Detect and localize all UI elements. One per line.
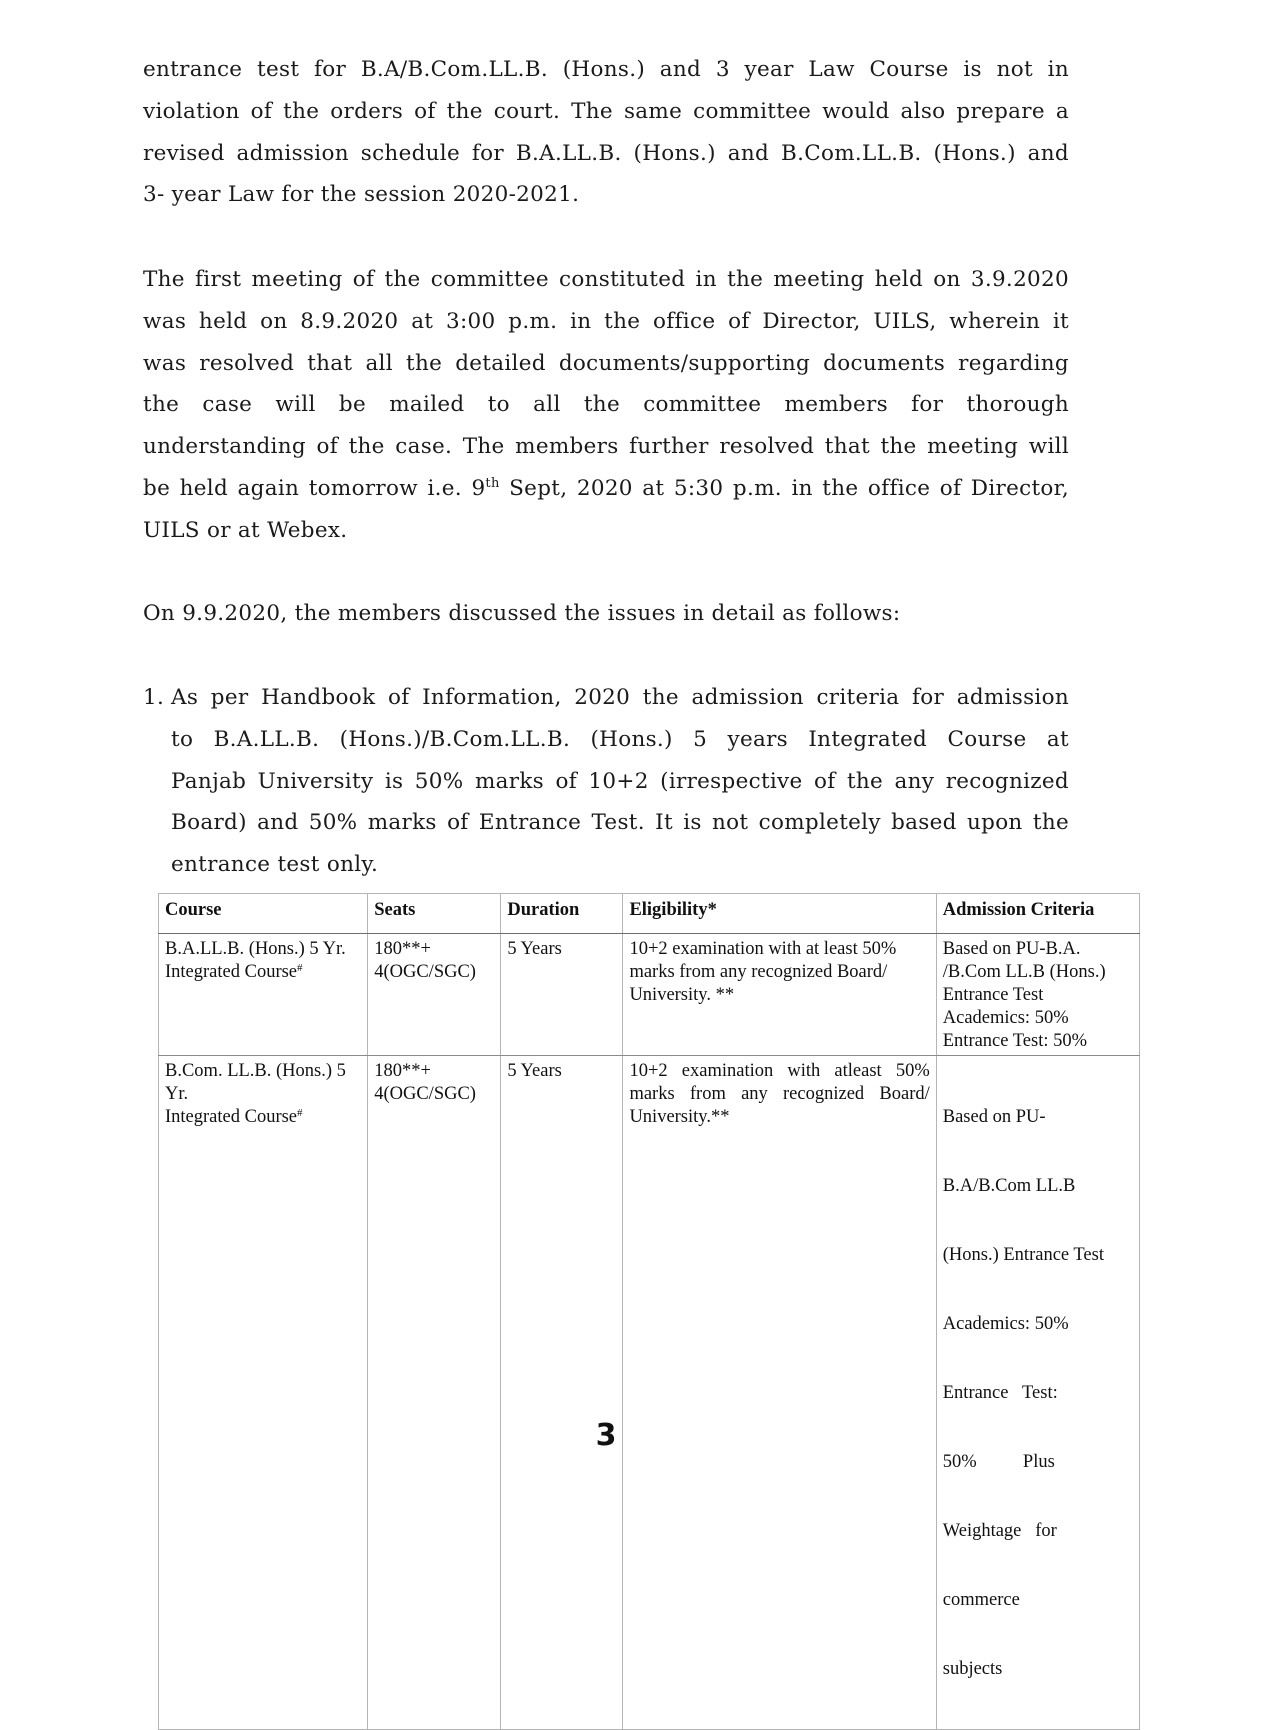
text-line: entrance test for B.A/B.Com.LL.B. (Hons.) and 3 year Law Course is not in (143, 57, 1069, 82)
text-line: to B.A.LL.B. (Hons.)/B.Com.LL.B. (Hons.) 5 years Integrated Course at (171, 726, 1069, 752)
ordinal-superscript: th (485, 475, 500, 491)
text-line: was resolved that all the detailed documents/supporting documents regarding (143, 350, 1069, 376)
cell-line: Yr. (165, 1084, 189, 1104)
cell-admission-criteria (936, 934, 1139, 1056)
text-line: revised admission schedule for B.A.LL.B. (Hons.) and B.Com.LL.B. (Hons.) and (143, 140, 1069, 166)
cell-line: subjects (942, 1659, 1003, 1679)
header-duration: Duration (501, 894, 623, 934)
footnote-marker: # (297, 1107, 303, 1119)
text-line: The first meeting of the committee constituted in the meeting held on 3.9.2020 (143, 267, 1069, 292)
cell-line: 4(OGC/SGC) (374, 962, 476, 982)
cell-line: B.A.LL.B. (Hons.) 5 Yr. (165, 939, 346, 959)
cell-line: University.** (629, 1107, 730, 1127)
cell-line: 50% Plus (942, 1452, 1055, 1472)
paragraph-discussion-intro (143, 593, 1069, 635)
cell-line: (Hons.) Entrance Test (942, 1245, 1104, 1265)
admission-table (158, 893, 1140, 1730)
cell-line: Based on PU-B.A. (942, 939, 1081, 959)
text-line: 3- year Law for the session 2020-2021. (143, 182, 580, 208)
text-line: was held on 8.9.2020 at 3:00 p.m. in the office of Director, UILS, wherein it (143, 308, 1069, 334)
cell-line: University. ** (629, 985, 735, 1005)
cell-line: /B.Com LL.B (Hons.) (942, 962, 1106, 982)
list-item (171, 677, 1069, 886)
paragraph-first-meeting (143, 259, 1069, 552)
cell-line: Entrance Test (942, 985, 1044, 1005)
text-fragment: Sept, 2020 at 5:30 p.m. in the office of Director, (499, 475, 1069, 501)
cell-line: Academics: 50% (942, 1314, 1069, 1334)
text-line: entrance test only. (171, 852, 379, 878)
cell-course (159, 934, 368, 1056)
cell-seats (368, 1056, 501, 1730)
text-line: the case will be mailed to all the committee members for thorough (143, 392, 1069, 418)
header-admission-criteria: Admission Criteria (936, 894, 1139, 934)
cell-line: marks from any recognized Board/ (629, 962, 888, 982)
text-line: Panjab University is 50% marks of 10+2 (irrespective of the any recognized (171, 768, 1069, 794)
cell-line: commerce (942, 1590, 1020, 1610)
text-line: violation of the orders of the court. The same committee would also prepare a (143, 98, 1069, 124)
cell-line: B.A/B.Com LL.B (942, 1176, 1076, 1196)
paragraph-committee-review (143, 49, 1069, 216)
cell-line: 10+2 examination with at least 50% (629, 939, 897, 959)
text-line (143, 468, 1069, 510)
cell-course (159, 1056, 368, 1730)
numbered-list (143, 677, 1069, 886)
text-line: Board) and 50% marks of Entrance Test. It is not completely based upon the (171, 810, 1069, 836)
cell-line: 180**+ (374, 939, 431, 959)
header-course: Course (159, 894, 368, 934)
list-number: 1. (143, 685, 165, 710)
cell-line: 4(OGC/SGC) (374, 1084, 476, 1104)
cell-line: 10+2 examination with atleast 50% (629, 1061, 930, 1081)
table-header-row (159, 894, 1140, 934)
cell-line: 180**+ (374, 1061, 431, 1081)
text-fragment: Integrated Course (165, 962, 298, 982)
cell-line: Entrance Test: 50% (942, 1031, 1088, 1051)
text-fragment: be held again tomorrow i.e. 9 (143, 475, 486, 501)
text-fragment: Integrated Course (165, 1107, 298, 1127)
cell-line: Weightage for (942, 1521, 1057, 1541)
table-row (159, 934, 1140, 1056)
cell-line: Academics: 50% (942, 1008, 1069, 1028)
text-line: understanding of the case. The members further resolved that the meeting will (143, 434, 1069, 460)
cell-line: Entrance Test: (942, 1383, 1058, 1403)
table-row (159, 1056, 1140, 1730)
text-line: As per Handbook of Information, 2020 the admission criteria for admission (171, 685, 1069, 710)
cell-admission-criteria (936, 1056, 1139, 1730)
cell-line (165, 1106, 361, 1129)
cell-eligibility (623, 934, 936, 1056)
cell-seats (368, 934, 501, 1056)
cell-line: Based on PU- (942, 1107, 1046, 1127)
cell-duration: 5 Years (501, 934, 623, 1056)
header-eligibility: Eligibility* (623, 894, 936, 934)
header-seats: Seats (368, 894, 501, 934)
cell-line (165, 961, 361, 984)
cell-line: marks from any recognized Board/ (629, 1084, 930, 1104)
page-number: 3 (595, 1418, 617, 1453)
cell-duration: 5 Years (501, 1056, 623, 1730)
text-line: UILS or at Webex. (143, 517, 348, 543)
cell-line: B.Com. LL.B. (Hons.) 5 (165, 1061, 346, 1081)
cell-eligibility (623, 1056, 936, 1730)
text-line: On 9.9.2020, the members discussed the issues in detail as follows: (143, 601, 901, 626)
footnote-marker: # (297, 962, 303, 974)
